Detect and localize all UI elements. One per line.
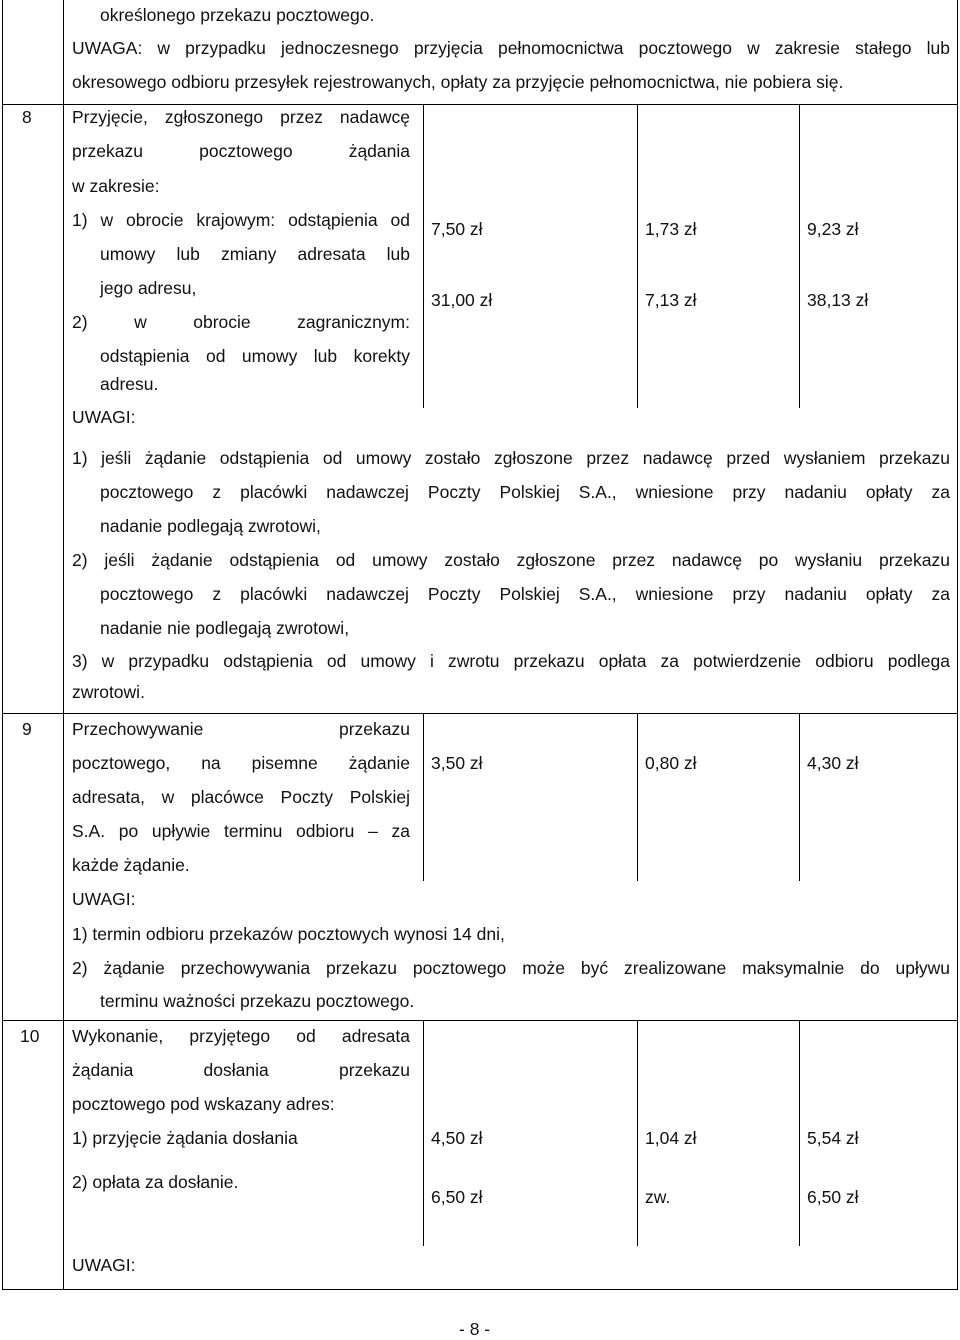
row-description: 1) przyjęcie żądania dosłania xyxy=(72,1128,298,1148)
uwagi-item: 1) jeśli żądanie odstąpienia od umowy zostało zgłoszone przez nadawcę przed wysłaniem przekazu xyxy=(72,448,950,468)
row-description: pocztowego pod wskazany adres: xyxy=(72,1094,335,1114)
previous-row-note: UWAGA: w przypadku jednoczesnego przyjęcia pełnomocnictwa pocztowego w zakresie stałego lub xyxy=(72,38,950,58)
row-description: pocztowego, na pisemne żądanie xyxy=(72,753,410,773)
uwagi-item: 1) termin odbioru przekazów pocztowych wynosi 14 dni, xyxy=(72,924,505,944)
uwagi-label: UWAGI: xyxy=(72,1255,136,1275)
column-divider-desc xyxy=(423,104,424,408)
row-description: adresata, w placówce Poczty Polskiej xyxy=(72,787,410,807)
row-number: 10 xyxy=(20,1026,40,1046)
net-price: 6,50 zł xyxy=(431,1187,483,1207)
row-description: przekazu pocztowego żądania xyxy=(72,141,410,161)
vat-amount: 1,04 zł xyxy=(645,1128,697,1148)
row-description: w zakresie: xyxy=(72,176,160,196)
row-description: jego adresu, xyxy=(100,278,197,298)
column-divider-desc xyxy=(423,1020,424,1246)
column-divider-vat xyxy=(799,1020,800,1246)
uwagi-item: 2) żądanie przechowywania przekazu pocztowego może być zrealizowane maksymalnie do upływu xyxy=(72,958,950,978)
column-divider-desc xyxy=(423,713,424,881)
row-description: 1) w obrocie krajowym: odstąpienia od xyxy=(72,210,410,230)
row-description: każde żądanie. xyxy=(72,855,190,875)
net-price: 31,00 zł xyxy=(431,290,493,310)
column-divider-number xyxy=(63,0,64,1290)
row-description: odstąpienia od umowy lub korekty xyxy=(100,346,410,366)
net-price: 4,50 zł xyxy=(431,1128,483,1148)
row-description: adresu. xyxy=(100,374,159,394)
previous-row-note: okresowego odbioru przesyłek rejestrowanych, opłaty za przyjęcie pełnomocnictwa, nie pobiera się. xyxy=(72,72,844,92)
row-divider xyxy=(2,1020,958,1021)
uwagi-item: terminu ważności przekazu pocztowego. xyxy=(100,991,415,1011)
uwagi-label: UWAGI: xyxy=(72,889,136,909)
vat-amount: 7,13 zł xyxy=(645,290,697,310)
row-description: umowy lub zmiany adresata lub xyxy=(100,244,410,264)
row-description: Wykonanie, przyjętego od adresata xyxy=(72,1026,410,1046)
uwagi-item: 3) w przypadku odstąpienia od umowy i zwrotu przekazu opłata za potwierdzenie odbioru podlega xyxy=(72,651,950,671)
row-description: Przyjęcie, zgłoszonego przez nadawcę xyxy=(72,107,410,127)
column-divider-net xyxy=(637,1020,638,1246)
table-border-right xyxy=(957,0,958,1290)
page-number: - 8 - xyxy=(459,1319,491,1339)
vat-amount: 0,80 zł xyxy=(645,753,697,773)
column-divider-vat xyxy=(799,713,800,881)
gross-price: 9,23 zł xyxy=(807,219,859,239)
net-price: 7,50 zł xyxy=(431,219,483,239)
gross-price: 38,13 zł xyxy=(807,290,869,310)
row-number: 9 xyxy=(22,719,32,739)
previous-row-tail: określonego przekazu pocztowego. xyxy=(100,5,375,25)
table-border-bottom xyxy=(2,1289,958,1290)
uwagi-item: zwrotowi. xyxy=(72,682,145,702)
uwagi-item: pocztowego z placówki nadawczej Poczty Polskiej S.A., wniesione przy nadaniu opłaty za xyxy=(100,482,950,502)
uwagi-label: UWAGI: xyxy=(72,407,136,427)
uwagi-item: nadanie podlegają zwrotowi, xyxy=(100,516,321,536)
gross-price: 5,54 zł xyxy=(807,1128,859,1148)
column-divider-net xyxy=(637,104,638,408)
row-description: Przechowywanie przekazu xyxy=(72,719,410,739)
table-border-left xyxy=(2,0,3,1290)
row-description: żądania dosłania przekazu xyxy=(72,1060,410,1080)
uwagi-item: pocztowego z placówki nadawczej Poczty Polskiej S.A., wniesione przy nadaniu opłaty za xyxy=(100,584,950,604)
vat-amount: zw. xyxy=(645,1187,671,1207)
gross-price: 4,30 zł xyxy=(807,753,859,773)
row-number: 8 xyxy=(22,107,32,127)
vat-amount: 1,73 zł xyxy=(645,219,697,239)
row-description: 2) w obrocie zagranicznym: xyxy=(72,312,410,332)
net-price: 3,50 zł xyxy=(431,753,483,773)
column-divider-vat xyxy=(799,104,800,408)
gross-price: 6,50 zł xyxy=(807,1187,859,1207)
uwagi-item: nadanie nie podlegają zwrotowi, xyxy=(100,618,350,638)
row-description: 2) opłata za dosłanie. xyxy=(72,1172,239,1192)
row-divider xyxy=(2,104,958,105)
uwagi-item: 2) jeśli żądanie odstąpienia od umowy zostało zgłoszone przez nadawcę po wysłaniu przekazu xyxy=(72,550,950,570)
column-divider-net xyxy=(637,713,638,881)
row-description: S.A. po upływie terminu odbioru – za xyxy=(72,821,410,841)
row-divider xyxy=(2,713,958,714)
